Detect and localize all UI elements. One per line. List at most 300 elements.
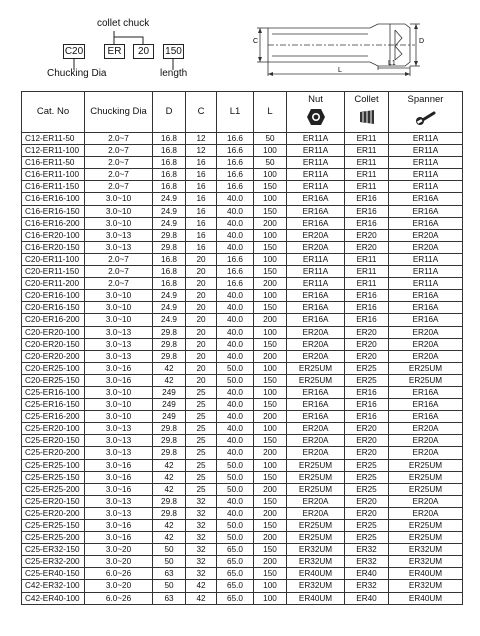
cell-l1: 50.0 [217,520,254,532]
cell-nut: ER16A [287,217,345,229]
naming-legend [0,0,230,86]
cell-d: 42 [153,362,186,374]
cell-c: 25 [186,423,217,435]
cell-l1: 40.0 [217,386,254,398]
cell-l: 200 [254,278,287,290]
cell-cat-no: C25-ER20-200 [22,447,85,459]
cell-c: 42 [186,592,217,604]
cell-cat-no: C20-ER16-150 [22,302,85,314]
cell-collet: ER11 [345,181,389,193]
cell-collet: ER40 [345,568,389,580]
cell-l: 150 [254,544,287,556]
cell-c: 12 [186,145,217,157]
cell-spanner: ER16A [389,314,463,326]
cell-nut: ER11A [287,157,345,169]
cell-cat-no: C16-ER16-200 [22,217,85,229]
cell-cat-no: C42-ER40-100 [22,592,85,604]
cell-spanner: ER11A [389,278,463,290]
cell-cat-no: C20-ER20-150 [22,338,85,350]
cell-l1: 50.0 [217,374,254,386]
table-row [22,157,463,169]
cell-l1: 40.0 [217,241,254,253]
cell-nut: ER25UM [287,483,345,495]
cell-l1: 40.0 [217,411,254,423]
cell-c: 20 [186,374,217,386]
cell-collet: ER16 [345,411,389,423]
cell-collet: ER16 [345,290,389,302]
chucking-dia-label: Chucking Dia [47,68,107,79]
cell-c: 16 [186,229,217,241]
cell-d: 29.8 [153,338,186,350]
cell-l: 150 [254,205,287,217]
cell-l: 100 [254,459,287,471]
cell-spanner: ER16A [389,386,463,398]
cell-collet: ER20 [345,326,389,338]
header-d: D [153,92,186,133]
cell-cat-no: C25-ER25-100 [22,459,85,471]
cell-nut: ER16A [287,411,345,423]
cell-collet: ER16 [345,217,389,229]
table-row [22,447,463,459]
table-row [22,362,463,374]
header-nut-label: Nut [308,94,323,105]
cell-spanner: ER20A [389,507,463,519]
header-c: C [186,92,217,133]
cell-l: 200 [254,447,287,459]
cell-nut: ER11A [287,145,345,157]
cell-l1: 40.0 [217,399,254,411]
cell-d: 16.8 [153,181,186,193]
cell-nut: ER25UM [287,362,345,374]
table-row [22,266,463,278]
table-row [22,423,463,435]
cell-chucking-dia: 6.0~26 [85,568,153,580]
cell-c: 32 [186,544,217,556]
table-row [22,133,463,145]
cell-l: 200 [254,507,287,519]
cell-cat-no: C16-ER16-150 [22,205,85,217]
cell-cat-no: C25-ER25-150 [22,520,85,532]
cell-l1: 40.0 [217,217,254,229]
cell-nut: ER25UM [287,459,345,471]
cell-chucking-dia: 3.0~10 [85,193,153,205]
cell-d: 24.9 [153,205,186,217]
cell-nut: ER11A [287,266,345,278]
cell-l: 100 [254,193,287,205]
cell-nut: ER16A [287,302,345,314]
table-row [22,326,463,338]
cell-l1: 40.0 [217,290,254,302]
cell-d: 24.9 [153,217,186,229]
cell-collet: ER20 [345,338,389,350]
cell-l: 150 [254,338,287,350]
cell-l: 200 [254,532,287,544]
cell-d: 29.8 [153,350,186,362]
cell-collet: ER16 [345,399,389,411]
cell-chucking-dia: 3.0~16 [85,520,153,532]
cell-spanner: ER40UM [389,592,463,604]
drawing-label-d: D [419,38,425,45]
cell-l1: 50.0 [217,532,254,544]
cell-cat-no: C25-ER20-200 [22,507,85,519]
cell-spanner: ER20A [389,423,463,435]
cell-chucking-dia: 3.0~16 [85,471,153,483]
cell-l: 100 [254,326,287,338]
drawing-label-l: L [338,67,342,74]
cell-l1: 50.0 [217,459,254,471]
table-row [22,483,463,495]
table-row [22,302,463,314]
cell-collet: ER25 [345,471,389,483]
cell-nut: ER11A [287,278,345,290]
table-row [22,580,463,592]
cell-l: 100 [254,229,287,241]
cell-spanner: ER20A [389,435,463,447]
cell-spanner: ER20A [389,338,463,350]
cell-cat-no: C20-ER25-150 [22,374,85,386]
cell-d: 29.8 [153,229,186,241]
cell-chucking-dia: 2.0~7 [85,145,153,157]
cell-cat-no: C20-ER25-100 [22,362,85,374]
cell-l: 200 [254,556,287,568]
table-row [22,314,463,326]
cell-nut: ER20A [287,241,345,253]
cell-l: 150 [254,241,287,253]
length-box: 150 [163,44,184,59]
cell-l: 100 [254,592,287,604]
cell-c: 20 [186,302,217,314]
cell-l1: 16.6 [217,181,254,193]
cell-l1: 50.0 [217,483,254,495]
table-row [22,193,463,205]
cell-nut: ER20A [287,447,345,459]
cell-d: 50 [153,544,186,556]
cell-chucking-dia: 3.0~13 [85,495,153,507]
cell-l: 200 [254,350,287,362]
cell-collet: ER40 [345,592,389,604]
cell-collet: ER20 [345,423,389,435]
cell-collet: ER32 [345,544,389,556]
table-row [22,374,463,386]
cell-c: 25 [186,447,217,459]
cell-cat-no: C20-ER16-100 [22,290,85,302]
cell-spanner: ER16A [389,302,463,314]
cell-chucking-dia: 3.0~13 [85,435,153,447]
cell-l1: 65.0 [217,556,254,568]
cell-l1: 40.0 [217,205,254,217]
chuck-shank-box: C20 [64,46,84,57]
cell-nut: ER20A [287,423,345,435]
cell-l: 100 [254,423,287,435]
cell-collet: ER20 [345,495,389,507]
cell-c: 20 [186,314,217,326]
cell-d: 16.8 [153,145,186,157]
cell-d: 29.8 [153,495,186,507]
header-l: L [254,92,287,133]
table-row [22,459,463,471]
cell-c: 25 [186,459,217,471]
cell-collet: ER25 [345,483,389,495]
cell-c: 20 [186,362,217,374]
cell-nut: ER16A [287,314,345,326]
cell-chucking-dia: 3.0~16 [85,459,153,471]
header-l1: L1 [217,92,254,133]
cell-c: 25 [186,483,217,495]
cell-nut: ER40UM [287,592,345,604]
cell-spanner: ER11A [389,133,463,145]
cell-l: 150 [254,568,287,580]
table-row [22,399,463,411]
cell-collet: ER11 [345,145,389,157]
table-row [22,495,463,507]
cell-c: 20 [186,290,217,302]
collet-type-box: ER [104,44,125,59]
cell-l: 50 [254,133,287,145]
cell-nut: ER16A [287,399,345,411]
cell-spanner: ER20A [389,447,463,459]
cell-cat-no: C25-ER25-200 [22,532,85,544]
cell-c: 16 [186,169,217,181]
cell-l1: 16.6 [217,278,254,290]
cell-chucking-dia: 2.0~7 [85,266,153,278]
cell-c: 20 [186,350,217,362]
table-row [22,205,463,217]
cell-l: 150 [254,435,287,447]
cell-cat-no: C16-ER11-100 [22,169,85,181]
cell-l1: 40.0 [217,447,254,459]
cell-c: 32 [186,532,217,544]
cell-chucking-dia: 3.0~10 [85,290,153,302]
cell-collet: ER16 [345,205,389,217]
cell-c: 20 [186,326,217,338]
cell-l: 150 [254,302,287,314]
cell-l: 100 [254,145,287,157]
cell-spanner: ER25UM [389,483,463,495]
cell-spanner: ER20A [389,350,463,362]
cell-cat-no: C20-ER11-200 [22,278,85,290]
cell-d: 29.8 [153,507,186,519]
cell-spanner: ER25UM [389,532,463,544]
cell-nut: ER20A [287,507,345,519]
cell-cat-no: C16-ER11-50 [22,157,85,169]
cell-nut: ER25UM [287,374,345,386]
spec-table [21,91,463,605]
spanner-icon [415,108,437,126]
cell-nut: ER20A [287,338,345,350]
cell-collet: ER32 [345,580,389,592]
cell-chucking-dia: 3.0~13 [85,338,153,350]
cell-l: 200 [254,483,287,495]
cell-nut: ER11A [287,169,345,181]
table-row [22,181,463,193]
collet-chuck-drawing [250,18,425,80]
cell-c: 20 [186,338,217,350]
cell-cat-no: C16-ER20-100 [22,229,85,241]
table-row [22,350,463,362]
cell-spanner: ER11A [389,145,463,157]
cell-spanner: ER11A [389,157,463,169]
cell-d: 16.8 [153,133,186,145]
cell-d: 29.8 [153,241,186,253]
cell-l: 100 [254,290,287,302]
cell-chucking-dia: 6.0~26 [85,592,153,604]
cell-chucking-dia: 3.0~20 [85,556,153,568]
cell-spanner: ER11A [389,169,463,181]
cell-spanner: ER32UM [389,544,463,556]
cell-chucking-dia: 3.0~13 [85,229,153,241]
cell-collet: ER25 [345,459,389,471]
cell-collet: ER16 [345,193,389,205]
cell-collet: ER11 [345,278,389,290]
cell-cat-no: C42-ER32-100 [22,580,85,592]
cell-cat-no: C25-ER20-150 [22,495,85,507]
cell-collet: ER25 [345,532,389,544]
cell-c: 32 [186,495,217,507]
cell-nut: ER16A [287,205,345,217]
cell-nut: ER20A [287,495,345,507]
cell-d: 16.8 [153,169,186,181]
cell-l: 200 [254,314,287,326]
cell-c: 16 [186,193,217,205]
cell-l: 50 [254,157,287,169]
cell-l: 100 [254,386,287,398]
cell-c: 16 [186,181,217,193]
cell-l1: 40.0 [217,193,254,205]
cell-l1: 16.6 [217,133,254,145]
cell-d: 29.8 [153,435,186,447]
header-collet-label: Collet [354,94,379,105]
cell-nut: ER16A [287,193,345,205]
header-cat-no: Cat. No [22,92,85,133]
cell-cat-no: C25-ER25-200 [22,483,85,495]
cell-spanner: ER32UM [389,556,463,568]
cell-d: 29.8 [153,447,186,459]
cell-l1: 40.0 [217,302,254,314]
cell-nut: ER11A [287,253,345,265]
cell-nut: ER25UM [287,520,345,532]
cell-nut: ER32UM [287,556,345,568]
cell-collet: ER20 [345,350,389,362]
cell-nut: ER40UM [287,568,345,580]
table-header-row [22,92,463,133]
cell-c: 32 [186,520,217,532]
cell-l: 150 [254,399,287,411]
cell-l: 150 [254,495,287,507]
cell-collet: ER20 [345,229,389,241]
cell-c: 16 [186,205,217,217]
cell-l1: 40.0 [217,229,254,241]
table-row [22,386,463,398]
cell-collet: ER11 [345,133,389,145]
cell-chucking-dia: 2.0~7 [85,157,153,169]
cell-cat-no: C25-ER20-100 [22,423,85,435]
header-spanner [389,92,463,133]
cell-c: 32 [186,568,217,580]
cell-l1: 40.0 [217,326,254,338]
cell-chucking-dia: 3.0~20 [85,580,153,592]
cell-d: 50 [153,556,186,568]
cell-cat-no: C20-ER20-100 [22,326,85,338]
cell-spanner: ER32UM [389,580,463,592]
cell-spanner: ER16A [389,205,463,217]
cell-nut: ER11A [287,133,345,145]
cell-c: 12 [186,133,217,145]
table-row [22,507,463,519]
cell-spanner: ER20A [389,326,463,338]
cell-spanner: ER20A [389,495,463,507]
cell-collet: ER20 [345,447,389,459]
cell-chucking-dia: 3.0~10 [85,314,153,326]
cell-nut: ER20A [287,435,345,447]
cell-chucking-dia: 2.0~7 [85,181,153,193]
cell-chucking-dia: 3.0~10 [85,411,153,423]
cell-nut: ER25UM [287,471,345,483]
table-row [22,229,463,241]
cell-c: 20 [186,278,217,290]
cell-cat-no: C12-ER11-50 [22,133,85,145]
cell-l: 200 [254,411,287,423]
cell-chucking-dia: 3.0~16 [85,532,153,544]
cell-l: 100 [254,580,287,592]
cell-d: 42 [153,459,186,471]
cell-cat-no: C25-ER25-150 [22,471,85,483]
cell-l: 100 [254,362,287,374]
table-row [22,544,463,556]
cell-collet: ER16 [345,302,389,314]
cell-collet: ER20 [345,241,389,253]
cell-cat-no: C20-ER11-100 [22,253,85,265]
cell-d: 42 [153,374,186,386]
cell-l1: 40.0 [217,314,254,326]
cell-d: 29.8 [153,423,186,435]
cell-spanner: ER25UM [389,520,463,532]
cell-cat-no: C20-ER11-150 [22,266,85,278]
cell-l: 150 [254,374,287,386]
cell-d: 63 [153,592,186,604]
cell-cat-no: C20-ER16-200 [22,314,85,326]
cell-collet: ER11 [345,253,389,265]
cell-d: 42 [153,483,186,495]
cell-c: 25 [186,399,217,411]
header-chucking-dia: Chucking Dia [85,92,153,133]
cell-spanner: ER25UM [389,459,463,471]
cell-chucking-dia: 2.0~7 [85,253,153,265]
cell-d: 50 [153,580,186,592]
cell-collet: ER20 [345,507,389,519]
collet-size-box: 20 [133,44,154,59]
cell-nut: ER20A [287,326,345,338]
cell-spanner: ER25UM [389,471,463,483]
cell-cat-no: C25-ER40-150 [22,568,85,580]
cell-collet: ER20 [345,435,389,447]
cell-collet: ER32 [345,556,389,568]
cell-l1: 50.0 [217,471,254,483]
cell-collet: ER25 [345,374,389,386]
spec-table-body [22,133,463,605]
cell-nut: ER16A [287,290,345,302]
table-row [22,338,463,350]
cell-chucking-dia: 3.0~20 [85,544,153,556]
table-row [22,241,463,253]
nut-icon [306,108,326,126]
table-row [22,411,463,423]
cell-d: 24.9 [153,290,186,302]
cell-l1: 40.0 [217,423,254,435]
table-row [22,556,463,568]
cell-l1: 16.6 [217,266,254,278]
cell-c: 16 [186,157,217,169]
cell-c: 25 [186,386,217,398]
